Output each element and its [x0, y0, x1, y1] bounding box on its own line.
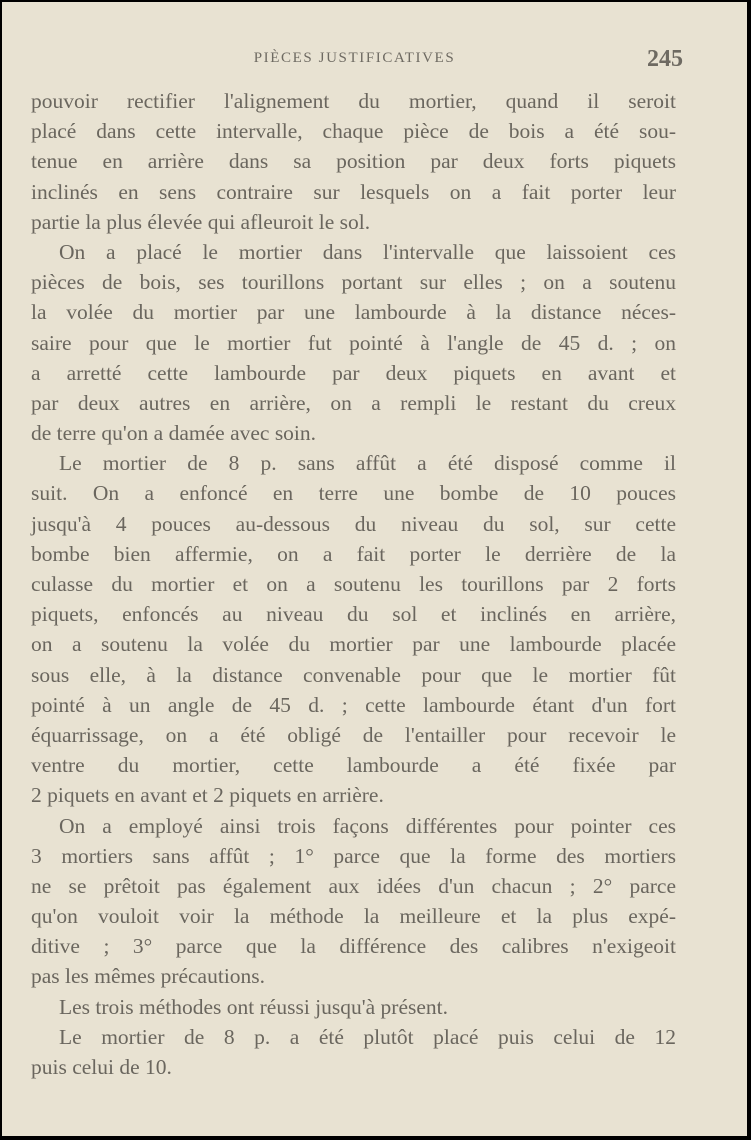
text-line: On a placé le mortier dans l'intervalle que laissoient ces: [59, 239, 676, 264]
page-number: 245: [647, 46, 683, 72]
text-line: Le mortier de 8 p. sans affût a été disposé comme il: [59, 451, 676, 476]
text-line: on a soutenu la volée du mortier par une lambourde placée: [31, 632, 676, 657]
running-title: PIÈCES JUSTIFICATIVES: [253, 50, 456, 66]
text-line: tenue en arrière dans sa position par deux forts piquets: [31, 149, 676, 174]
text-line: sous elle, à la distance convenable pour que le mortier fût: [31, 662, 676, 687]
text-line: puis celui de 10.: [31, 1055, 172, 1079]
text-line: de terre qu'on a damée avec soin.: [31, 421, 317, 446]
book-page: [2, 2, 747, 1136]
paragraph: [31, 1022, 676, 1082]
text-line: pièces de bois, ses tourillons portant sur elles ; on a soutenu: [31, 270, 676, 295]
text-line: 3 mortiers sans affût ; 1° parce que la forme des mortiers: [31, 843, 676, 868]
text-line: ditive ; 3° parce que la différence des calibres n'exigeoit: [31, 934, 676, 959]
running-head: [32, 46, 683, 76]
paragraph: [31, 811, 676, 992]
paragraph: [31, 237, 676, 448]
paragraph: [31, 448, 676, 810]
paragraph: [31, 992, 676, 1022]
text-line: ne se prêtoit pas également aux idées d'un chacun ; 2° parce: [31, 873, 676, 898]
text-line: ventre du mortier, cette lambourde a été fixée par: [31, 753, 676, 778]
text-line: culasse du mortier et on a soutenu les tourillons par 2 forts: [31, 572, 676, 596]
text-line: suit. On a enfoncé en terre une bombe de 10 pouces: [31, 481, 676, 506]
text-line: 2 piquets en avant et 2 piquets en arrière.: [31, 783, 384, 808]
text-line: inclinés en sens contraire sur lesquels on a fait porter leur: [31, 179, 676, 204]
text-line: par deux autres en arrière, on a rempli le restant du creux: [31, 390, 676, 415]
text-line: pouvoir rectifier l'alignement du mortier, quand il seroit: [31, 89, 676, 113]
body-text: [31, 86, 676, 1082]
text-line: On a employé ainsi trois façons différentes pour pointer ces: [59, 813, 676, 838]
text-line: qu'on vouloit voir la méthode la meilleure et la plus expé-: [31, 904, 676, 929]
text-line: la volée du mortier par une lambourde à la distance néces-: [31, 300, 676, 325]
text-line: équarrissage, on a été obligé de l'entailler pour recevoir le: [31, 722, 676, 747]
text-line: Les trois méthodes ont réussi jusqu'à présent.: [59, 994, 449, 1019]
paragraph: [31, 86, 676, 237]
text-line: Le mortier de 8 p. a été plutôt placé puis celui de 12: [59, 1024, 676, 1049]
text-line: a arretté cette lambourde par deux piquets en avant et: [31, 360, 676, 385]
text-line: pointé à un angle de 45 d. ; cette lambourde étant d'un fort: [31, 692, 676, 717]
text-line: saire pour que le mortier fut pointé à l'angle de 45 d. ; on: [31, 330, 676, 355]
text-line: partie la plus élevée qui afleuroit le sol.: [31, 209, 371, 234]
text-line: pas les mêmes précautions.: [31, 964, 266, 989]
text-line: placé dans cette intervalle, chaque pièce de bois a été sou-: [31, 119, 676, 144]
text-line: jusqu'à 4 pouces au-dessous du niveau du sol, sur cette: [31, 511, 676, 536]
text-line: bombe bien affermie, on a fait porter le derrière de la: [31, 541, 676, 566]
text-line: piquets, enfoncés au niveau du sol et inclinés en arrière,: [31, 602, 676, 627]
